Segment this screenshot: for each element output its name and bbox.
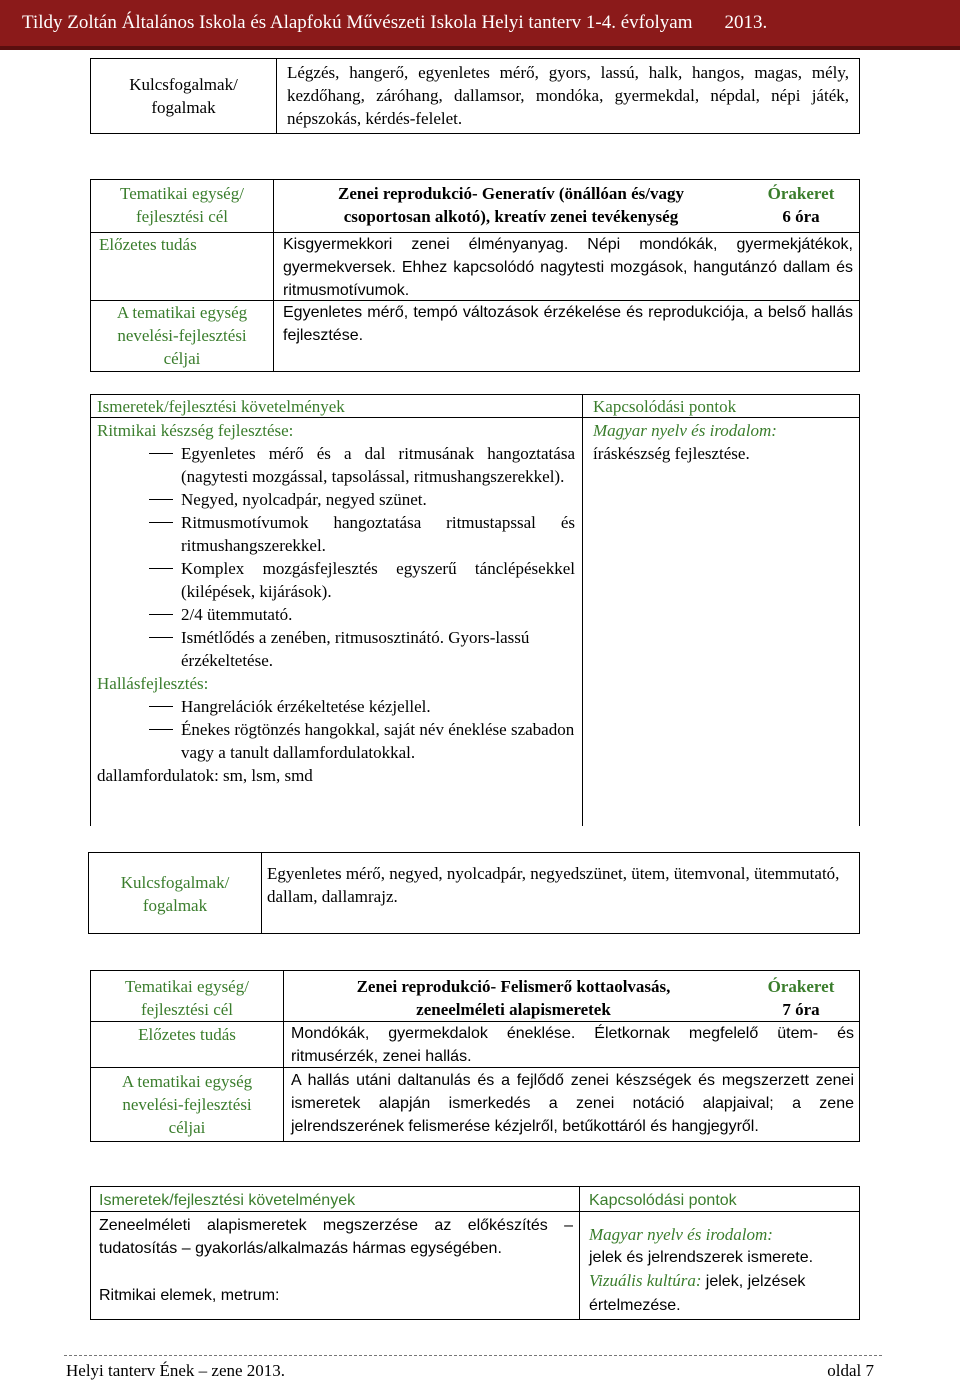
- requirements-heading: Ismeretek/fejlesztési követelmények: [99, 1192, 356, 1209]
- links-subject: Vizuális kultúra:: [589, 1271, 702, 1290]
- links-subject: Magyar nyelv és irodalom:: [589, 1225, 773, 1244]
- goals-text: Egyenletes mérő, tempó változások érzékelése és reprodukciója, a belső hallás fejlesztése.: [283, 304, 853, 344]
- links-body: [589, 1223, 851, 1317]
- key-concepts-label: Kulcsfogalmak/ fogalmak: [120, 873, 230, 915]
- prior-knowledge-label: Előzetes tudás: [99, 235, 197, 254]
- prior-knowledge-label: Előzetes tudás: [138, 1025, 236, 1044]
- links-text: jelek és jelrendszerek ismerete.: [589, 1249, 814, 1266]
- hours-frame: Órakeret 7 óra: [767, 977, 835, 1019]
- list-item: Ismétlődés a zenében, ritmusosztinátó. Gyors-lassú érzékeltetése.: [97, 626, 575, 672]
- requirements-body: [97, 419, 575, 787]
- footer-left: Helyi tanterv Ének – zene 2013.: [66, 1361, 286, 1380]
- requirements-heading: Ismeretek/fejlesztési követelmények: [97, 397, 345, 416]
- key-concepts-text: Egyenletes mérő, negyed, nyolcadpár, negyedszünet, ütem, ütemvonal, ütemmutató, dallam, dallamrajz.: [267, 864, 840, 906]
- links-text: jelek, jelzések értelmezése.: [589, 1273, 806, 1314]
- list-item: Ritmusmotívumok hangoztatása ritmustapssal és ritmushangszerekkel.: [97, 511, 575, 557]
- page-header: [0, 0, 960, 50]
- list-item: Negyed, nyolcadpár, negyed szünet.: [97, 488, 575, 511]
- goals-label: A tematikai egység nevelési-fejlesztési céljai: [121, 1072, 253, 1137]
- list-item: Énekes rögtönzés hangokkal, saját név éneklése szabadon vagy a tanult dallamfordulatokkal.: [97, 718, 575, 764]
- hours-frame: Órakeret 6 óra: [767, 184, 835, 226]
- links-text: íráskészség fejlesztése.: [593, 444, 750, 463]
- list-item: Hangrelációk érzékeltetése kézjellel.: [97, 695, 575, 718]
- key-concepts-label: Kulcsfogalmak/ fogalmak: [129, 75, 238, 117]
- links-heading: Kapcsolódási pontok: [589, 1192, 737, 1209]
- links-body: [593, 419, 851, 465]
- page-footer: [64, 1355, 882, 1380]
- requirements-text: Zeneelméleti alapismeretek megszerzése az előkészítés – tudatosítás – gyakorlás/alkalmazás hármas egységében.: [99, 1217, 573, 1257]
- hearing-subheading: Hallásfejlesztés:: [97, 674, 209, 693]
- header-year: 2013.: [724, 12, 768, 33]
- rhythm-subheading: Ritmikai készség fejlesztése:: [97, 421, 294, 440]
- prior-knowledge-text: Kisgyermekkori zenei élményanyag. Népi mondókák, gyermekjátékok, gyermekversek. Ehhez kapcsolódó nagytesti mozgások, hangutánzó dallam és ritmusmotívumok.: [283, 236, 853, 299]
- page-number: oldal 7: [827, 1361, 874, 1380]
- unit-title: Zenei reprodukció- Generatív (önállóan és/vagy csoportosan alkotó), kreatív zenei tevékenység: [338, 184, 684, 226]
- key-concepts-table-1: [90, 58, 860, 134]
- goals-label: A tematikai egység nevelési-fejlesztési céljai: [116, 303, 248, 368]
- list-item: Komplex mozgásfejlesztés egyszerű tánclépésekkel (kilépések, kijárások).: [97, 557, 575, 603]
- unit-table-1: [90, 179, 860, 372]
- list-item: Egyenletes mérő és a dal ritmusának hangoztatása (nagytesti mozgással, tapsolással, ritmushangszerekkel).: [97, 442, 575, 488]
- list-item: 2/4 ütemmutató.: [97, 603, 575, 626]
- unit-table-2: [90, 970, 860, 1142]
- requirements-table-2: [90, 1186, 860, 1320]
- unit-label: Tematikai egység/ fejlesztési cél: [120, 184, 244, 226]
- melodic-turns-text: dallamfordulatok: sm, lsm, smd: [97, 766, 313, 785]
- rhythm-elements-text: Ritmikai elemek, metrum:: [99, 1287, 280, 1304]
- header-title: Tildy Zoltán Általános Iskola és Alapfokú Művészeti Iskola Helyi tanterv 1-4. évfolyam: [22, 12, 693, 33]
- links-subject: Magyar nyelv és irodalom:: [593, 421, 777, 440]
- requirements-table-1: [90, 394, 860, 826]
- key-concepts-text: Légzés, hangerő, egyenletes mérő, gyors, lassú, halk, hangos, magas, mély, kezdőhang, záróhang, dallamsor, mondóka, gyermekdal, népdal, népi játék, népszokás, kérdés-felelet.: [287, 63, 849, 128]
- links-heading: Kapcsolódási pontok: [593, 397, 737, 416]
- unit-label: Tematikai egység/ fejlesztési cél: [125, 977, 249, 1019]
- goals-text: A hallás utáni daltanulás és a fejlődő zenei készségek és megszerzett zenei ismeretek alapján ismerkedés a zenei notáció alapjaival; a zene jelrendszerének felismerése kézjelről, betűkottáról és hangjegyről.: [291, 1072, 854, 1135]
- key-concepts-table-2: [88, 852, 860, 934]
- prior-knowledge-text: Mondókák, gyermekdalok éneklése. Életkornak megfelelő ütem- és ritmusérzék, zenei hallás.: [291, 1025, 854, 1065]
- unit-title: Zenei reprodukció- Felismerő kottaolvasás, zeneelméleti alapismeretek: [356, 977, 671, 1019]
